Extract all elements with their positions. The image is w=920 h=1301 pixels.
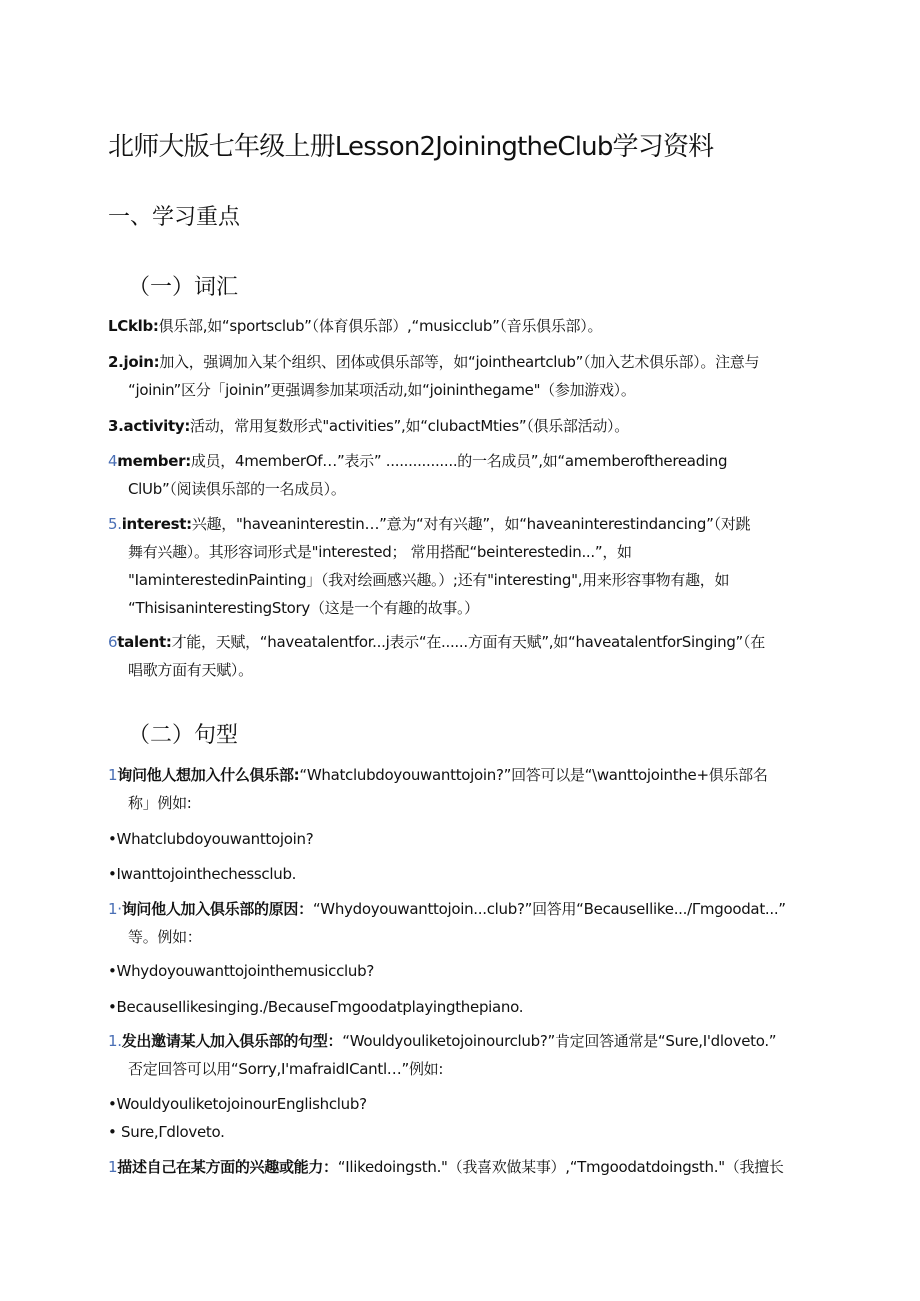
vocab-term: member:: [117, 452, 191, 470]
pattern-text: “Whatclubdoyouwanttojoin?”回答可以是“\wanttojointhe+俱乐部名: [299, 766, 768, 784]
subheading-vocabulary: （一）词汇: [128, 275, 239, 300]
vocab-item-club: [108, 312, 820, 340]
vocab-definition: 成员，4memberOf…”表示” ................的一名成员”,如“amemberofthereading: [190, 452, 728, 470]
vocab-term: LCklb:: [108, 317, 159, 335]
vocab-item-join: [108, 348, 820, 404]
subheading-sentence-patterns: （二）句型: [128, 723, 239, 748]
vocab-item-interest: [108, 510, 820, 622]
vocab-item-talent: [108, 628, 820, 684]
item-number: 1: [108, 766, 118, 784]
item-number: 1·: [108, 900, 122, 918]
item-number: 5.: [108, 515, 122, 533]
vocab-term: talent:: [117, 633, 172, 651]
vocab-definition-continued: 唱歌方面有天赋）。: [128, 661, 253, 679]
pattern-item-interest-ability: [108, 1153, 820, 1181]
pattern-item-which-club: [108, 761, 820, 817]
item-number: 6: [108, 633, 118, 651]
document-title: 北师大版七年级上册Lesson2JoiningtheClub学习资料: [108, 132, 714, 162]
pattern-text-continued: 等。例如：: [128, 928, 202, 946]
pattern-heading: 询问他人想加入什么俱乐部:: [117, 766, 300, 784]
vocab-definition: 加入，强调加入某个组织、团体或俱乐部等，如“jointheartclub”（加入艺术俱乐部）。注意与: [159, 353, 760, 371]
vocab-item-member: [108, 447, 820, 503]
pattern-heading: 询问他人加入俱乐部的原因：: [121, 900, 313, 918]
example-sentence: •Iwanttojointhechessclub.: [108, 865, 297, 883]
pattern-heading: 描述自己在某方面的兴趣或能力：: [117, 1158, 338, 1176]
vocab-definition: 俱乐部,如“sportsclub”（体育俱乐部）,“musicclub”（音乐俱乐部）。: [158, 317, 603, 335]
pattern-item-why-join: [108, 895, 820, 951]
pattern-text: “Wouldyouliketojoinourclub?”肯定回答通常是“Sure,I'dloveto.”: [342, 1032, 777, 1050]
item-number: 1: [108, 1158, 118, 1176]
pattern-text-continued: 称」例如:: [128, 794, 192, 812]
vocab-term: 3.activity:: [108, 417, 191, 435]
vocab-item-activity: [108, 412, 820, 440]
item-number: 4: [108, 452, 118, 470]
vocab-definition: 兴趣，"haveaninterestin…”意为“对有兴趣”，如“haveaninterestindancing”（对跳: [191, 515, 751, 533]
example-sentence: •Whydoyouwanttojointhemusicclub?: [108, 962, 375, 980]
vocab-term: interest:: [121, 515, 192, 533]
pattern-text: “Ilikedoingsth."（我喜欢做某事）,“Tmgoodatdoingsth."（我擅长: [337, 1158, 784, 1176]
vocab-definition-continued: “joinin”区分「joinin”更强调参加某项活动,如“joininthegame"（参加游戏）。: [128, 381, 636, 399]
example-sentence: •WouldyouliketojoinourEnglishclub?: [108, 1095, 367, 1113]
pattern-text: “Whydoyouwanttojoin...club?”回答用“BecauseIlike.../Γmgoodat...”: [312, 900, 786, 918]
vocab-definition-continued: 舞有兴趣）。其形容词形式是"interested； 常用搭配“beinterestedin...”，如: [128, 543, 632, 561]
example-sentence: • Sure,Γdloveto.: [108, 1123, 225, 1141]
vocab-term: 2.join:: [108, 353, 160, 371]
pattern-heading: 发出邀请某人加入俱乐部的句型：: [121, 1032, 343, 1050]
item-number: 1.: [108, 1032, 122, 1050]
example-sentence: •BecauseIlikesinging./BecauseΓmgoodatplayingthepiano.: [108, 998, 524, 1016]
section-heading-study-focus: 一、学习重点: [108, 205, 241, 230]
vocab-definition-continued: “ThisisaninterestingStory（这是一个有趣的故事。）: [128, 599, 479, 617]
vocab-definition: 活动，常用复数形式"activities”,如“clubactMties”（俱乐部活动）。: [190, 417, 629, 435]
vocab-definition-continued: ClUb”（阅读俱乐部的一名成员）。: [128, 480, 346, 498]
vocab-definition: 才能，天赋，“haveatalentfor...j表示“在......方面有天赋”,如“haveatalentforSinging”（在: [171, 633, 765, 651]
pattern-item-invitation: [108, 1027, 820, 1083]
vocab-definition-continued: "IaminterestedinPainting」（我对绘画感兴趣。）;还有"interesting",用来形容事物有趣，如: [128, 571, 730, 589]
pattern-text-continued: 否定回答可以用“Sorry,I'mafraidICantl…”例如:: [128, 1060, 444, 1078]
example-sentence: •Whatclubdoyouwanttojoin?: [108, 830, 314, 848]
